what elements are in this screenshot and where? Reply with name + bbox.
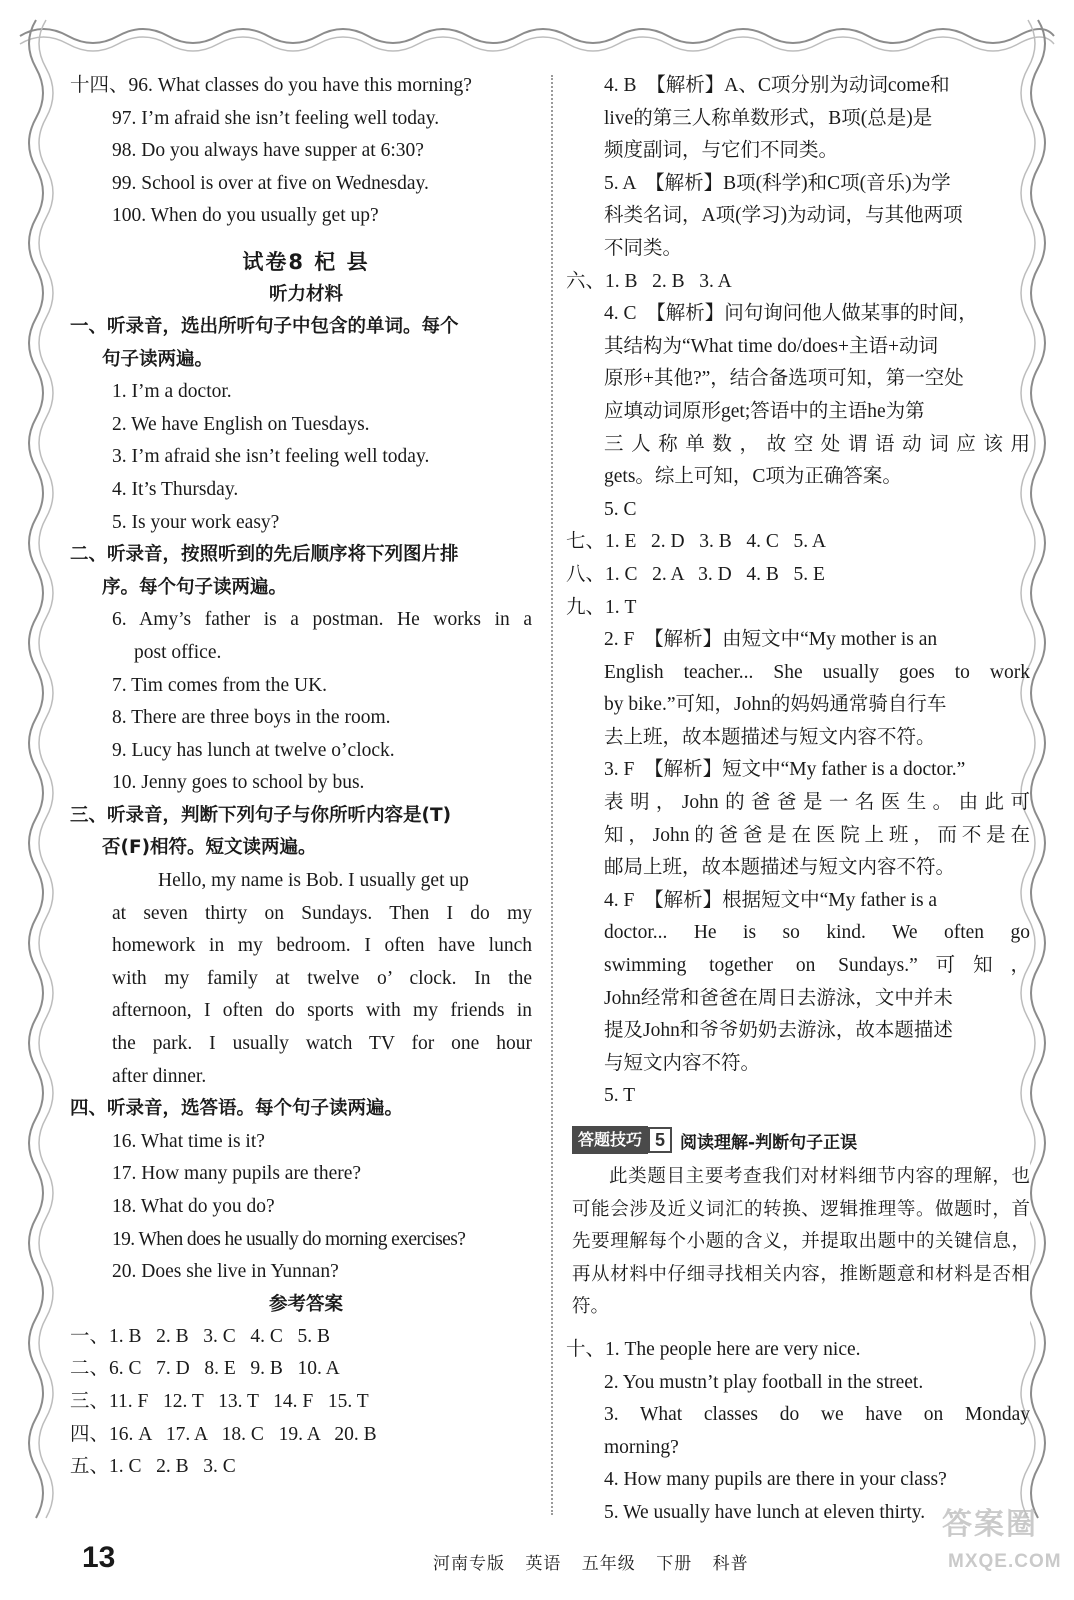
listening-title: 听力材料 (268, 283, 343, 305)
analysis-line: 原形+其他?”，结合备选项可知，第一空处 (604, 368, 964, 390)
analysis-line: 提及John和爷爷奶奶去游泳，故本题描述 (604, 1020, 953, 1042)
listening-item: 5. Is your work easy? (112, 511, 280, 533)
answer-line: 99. School is over at five on Wednesday. (112, 172, 429, 194)
analysis-line: 频度副词，与它们不同类。 (604, 140, 839, 162)
analysis-line: 应填动词原形get;答语中的主语he为第 (604, 400, 925, 422)
analysis-line: live的第三人称单数形式，B项(总是)是 (604, 107, 933, 129)
column-divider (551, 75, 553, 1515)
analysis-line: by bike.”可知，John的妈妈通常骑自行车 (604, 694, 947, 716)
answer-line: 3. What classes do we have on Monday (604, 1404, 1030, 1426)
tip-label: 答题技巧 (572, 1126, 648, 1154)
listening-item: 4. It’s Thursday. (112, 478, 239, 500)
answer-line: 5. C (604, 498, 637, 520)
answer-line: 5. T (604, 1085, 636, 1107)
listening-item: 10. Jenny goes to school by bus. (112, 772, 365, 794)
analysis-line: 与短文内容不符。 (604, 1052, 761, 1074)
listening-item: 2. We have English on Tuesdays. (112, 413, 370, 435)
paper-title: 试卷8 杞 县 (242, 249, 370, 274)
answer-row: 四、16. A 17. A 18. C 19. A 20. B (70, 1423, 377, 1445)
listening-item: 1. I’m a doctor. (112, 381, 232, 403)
watermark-top: 答案圈 (942, 1508, 1038, 1541)
section-heading: 三、听录音，判断下列句子与你所听内容是(T) (70, 804, 452, 826)
answer-row: 八、1. C 2. A 3. D 4. B 5. E (566, 563, 825, 585)
answer-line: morning? (604, 1436, 679, 1458)
answer-row: 七、1. E 2. D 3. B 4. C 5. A (566, 531, 827, 553)
answer-line: 2. You mustn’t play football in the street. (604, 1371, 924, 1393)
section-heading: 否(F)相符。短文读两遍。 (102, 837, 317, 859)
left-column (70, 70, 532, 1484)
answer-line: 4. How many pupils are there in your class? (604, 1469, 947, 1491)
section-heading: 句子读两遍。 (102, 348, 214, 370)
analysis-line: 4. B 【解析】A、C项分别为动词come和 (604, 75, 950, 96)
tip-title: 阅读理解-判断句子正误 (680, 1132, 858, 1153)
passage-line: the park. I usually watch TV for one hour (112, 1033, 532, 1055)
listening-item: 17. How many pupils are there? (112, 1163, 362, 1185)
section-heading: 二、听录音，按照听到的先后顺序将下列图片排 (70, 544, 459, 566)
answer-line: 100. When do you usually get up? (112, 205, 379, 227)
passage-line: Hello, my name is Bob. I usually get up (158, 870, 469, 892)
analysis-line: 知，John的爸爸是在医院上班，而不是在 (604, 824, 1030, 846)
analysis-line: 4. C 【解析】问句询问他人做某事的时间， (604, 303, 978, 325)
analysis-line: 3. F 【解析】短文中“My father is a doctor.” (604, 759, 966, 781)
right-column (566, 70, 1030, 1530)
answer-line: 97. I’m afraid she isn’t feeling well today. (112, 107, 440, 129)
answer-row: 九、1. T (566, 596, 637, 618)
section-heading: 序。每个句子读两遍。 (102, 576, 288, 598)
tip-number: 5 (648, 1127, 672, 1153)
analysis-line: 其结构为“What time do/does+主语+动词 (604, 335, 938, 357)
analysis-line: 5. A 【解析】B项(科学)和C项(音乐)为学 (604, 172, 951, 194)
site-watermark (930, 1495, 1070, 1595)
analysis-line: John经常和爸爸在周日去游泳，文中并未 (604, 987, 953, 1009)
analysis-line: 三人称单数，故空处谓语动词应该用 (604, 433, 1030, 455)
watermark-bottom: MXQE.COM (948, 1551, 1062, 1572)
answer-row: 五、1. C 2. B 3. C (70, 1456, 236, 1478)
analysis-line: 不同类。 (604, 237, 683, 259)
section-heading: 四、听录音，选答语。每个句子读两遍。 (70, 1098, 404, 1120)
answer-row: 六、1. B 2. B 3. A (566, 270, 732, 292)
listening-item: 9. Lucy has lunch at twelve o’clock. (112, 739, 395, 761)
tip-body: 此类题目主要考查我们对材料细节内容的理解，也可能会涉及近义词汇的转换、逻辑推理等。做题时，首先要理解每个小题的含义，并提取出题中的关键信息，再从材料中仔细寻找相关内容，推断题意和材料是否相符。 (572, 1161, 1030, 1324)
answer-line: 十四、96. What classes do you have this morning? (70, 75, 472, 96)
page-footer (0, 1543, 1074, 1583)
answer-line: 98. Do you always have supper at 6:30? (112, 140, 424, 162)
passage-line: with my family at twelve o’ clock. In the (112, 967, 532, 989)
passage-line: after dinner. (112, 1065, 207, 1087)
footer-text: 河南专版 英语 五年级 下册 科普 (433, 1554, 749, 1574)
listening-item: 6. Amy’s father is a postman. He works in a (112, 609, 532, 631)
listening-item: 20. Does she live in Yunnan? (112, 1261, 339, 1283)
section-heading: 一、听录音，选出所听句子中包含的单词。每个 (70, 315, 459, 337)
analysis-line: English teacher... She usually goes to work (604, 661, 1030, 683)
analysis-line: 2. F 【解析】由短文中“My mother is an (604, 629, 938, 651)
listening-item: 8. There are three boys in the room. (112, 707, 391, 729)
listening-item: 19. When does he usually do morning exercises? (112, 1228, 466, 1250)
passage-line: at seven thirty on Sundays. Then I do my (112, 902, 532, 924)
tip-header (572, 1125, 1030, 1155)
analysis-line: 4. F 【解析】根据短文中“My father is a (604, 889, 938, 911)
answer-row: 三、11. F 12. T 13. T 14. F 15. T (70, 1390, 369, 1412)
page-number: 13 (82, 1541, 116, 1574)
analysis-line: 科类名词，A项(学习)为动词，与其他两项 (604, 205, 963, 227)
answer-row: 一、1. B 2. B 3. C 4. C 5. B (70, 1325, 331, 1347)
passage-line: homework in my bedroom. I often have lunch (112, 935, 532, 957)
answer-line: 5. We usually have lunch at eleven thirty. (604, 1501, 926, 1523)
answer-line: 十、1. The people here are very nice. (566, 1338, 861, 1360)
listening-item: post office. (134, 641, 222, 663)
analysis-line: 表明，John的爸爸是一名医生。由此可 (604, 792, 1030, 814)
listening-item: 18. What do you do? (112, 1196, 275, 1217)
listening-item: 7. Tim comes from the UK. (112, 674, 328, 696)
analysis-line: 邮局上班，故本题描述与短文内容不符。 (604, 857, 956, 879)
analysis-line: gets。综上可知，C项为正确答案。 (604, 466, 902, 488)
listening-item: 16. What time is it? (112, 1130, 265, 1152)
analysis-line: doctor... He is so kind. We often go (604, 922, 1030, 944)
answer-tip-box (572, 1125, 1030, 1324)
passage-line: afternoon, I often do sports with my friends in (112, 1000, 532, 1022)
analysis-line: 去上班，故本题描述与短文内容不符。 (604, 726, 936, 748)
analysis-line: swimming together on Sundays.”可知， (604, 955, 1030, 977)
answers-title: 参考答案 (268, 1293, 343, 1315)
answer-row: 二、6. C 7. D 8. E 9. B 10. A (70, 1358, 340, 1380)
listening-item: 3. I’m afraid she isn’t feeling well today. (112, 446, 430, 468)
